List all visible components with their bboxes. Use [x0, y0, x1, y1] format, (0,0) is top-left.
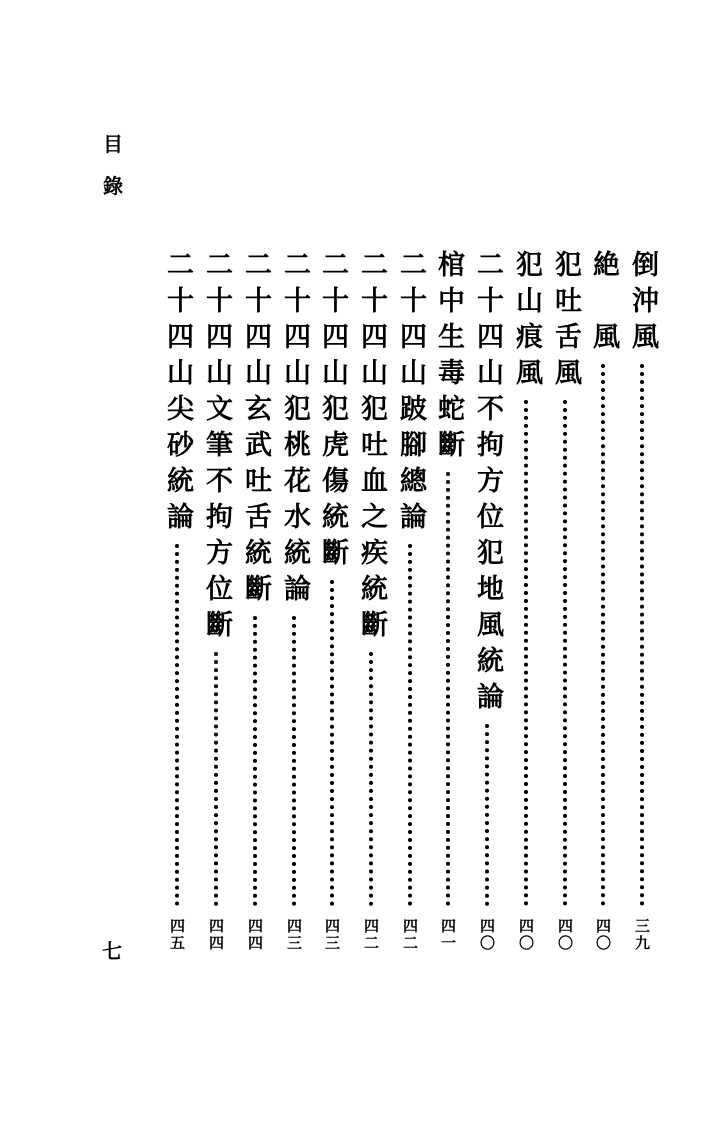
entry-page: 四〇 [594, 918, 612, 952]
toc-entry [550, 250, 580, 970]
entry-title: 二十四山跛腳總論 [395, 250, 426, 538]
entry-title: 二十四山文筆不拘方位斷 [201, 250, 232, 646]
dot-leader [408, 544, 412, 906]
entry-title: 絶 風 [588, 250, 619, 358]
toc-entry [588, 250, 618, 970]
dot-leader [330, 580, 334, 906]
dot-leader [369, 652, 373, 906]
entry-page: 四三 [285, 918, 303, 952]
entry-page: 四〇 [556, 918, 574, 952]
entry-page: 四二 [401, 918, 419, 952]
toc-entry [201, 250, 231, 970]
entry-title: 犯山痕風 [511, 250, 542, 394]
dot-leader [446, 472, 450, 906]
entry-page: 四四 [246, 918, 264, 952]
dot-leader [214, 652, 218, 906]
dot-leader [292, 616, 296, 906]
toc-entry [279, 250, 309, 970]
page-folio: 七 [102, 939, 122, 963]
header-mu: 目 [103, 132, 123, 156]
dot-leader [601, 364, 605, 906]
entry-title: 二十四山尖砂統論 [162, 250, 193, 538]
entry-page: 四〇 [478, 918, 496, 952]
entry-page: 四〇 [517, 918, 535, 952]
entry-title: 二十四山犯吐血之疾統斷 [356, 250, 387, 646]
dot-leader [253, 616, 257, 906]
entry-title: 二十四山犯桃花水統論 [279, 250, 310, 610]
entry-page: 四四 [207, 918, 225, 952]
entry-title: 二十四山玄武吐舌統斷 [240, 250, 271, 610]
dot-leader [485, 724, 489, 906]
entry-title: 棺中生毒蛇斷 [433, 250, 464, 466]
entry-page: 四一 [439, 918, 457, 952]
entry-page: 四五 [168, 918, 186, 952]
toc-entry [162, 250, 192, 970]
toc-entry [240, 250, 270, 970]
entry-page: 四三 [323, 918, 341, 952]
toc-entry [395, 250, 425, 970]
entry-title: 二十四山不拘方位犯地風統論 [472, 250, 503, 718]
toc-entry [511, 250, 541, 970]
entry-page: 三九 [633, 918, 651, 952]
toc-entry [627, 250, 657, 970]
toc-entry [317, 250, 347, 970]
dot-leader [524, 400, 528, 906]
entry-title: 倒沖風 [627, 250, 658, 358]
dot-leader [563, 400, 567, 906]
entry-title: 二十四山犯虎傷統斷 [317, 250, 348, 574]
dot-leader [640, 364, 644, 906]
toc-entry [472, 250, 502, 970]
toc-entry [433, 250, 463, 970]
dot-leader [175, 544, 179, 906]
entry-page: 四二 [362, 918, 380, 952]
entry-title: 犯吐舌風 [550, 250, 581, 394]
toc-entry [356, 250, 386, 970]
header-lu: 錄 [103, 174, 123, 198]
